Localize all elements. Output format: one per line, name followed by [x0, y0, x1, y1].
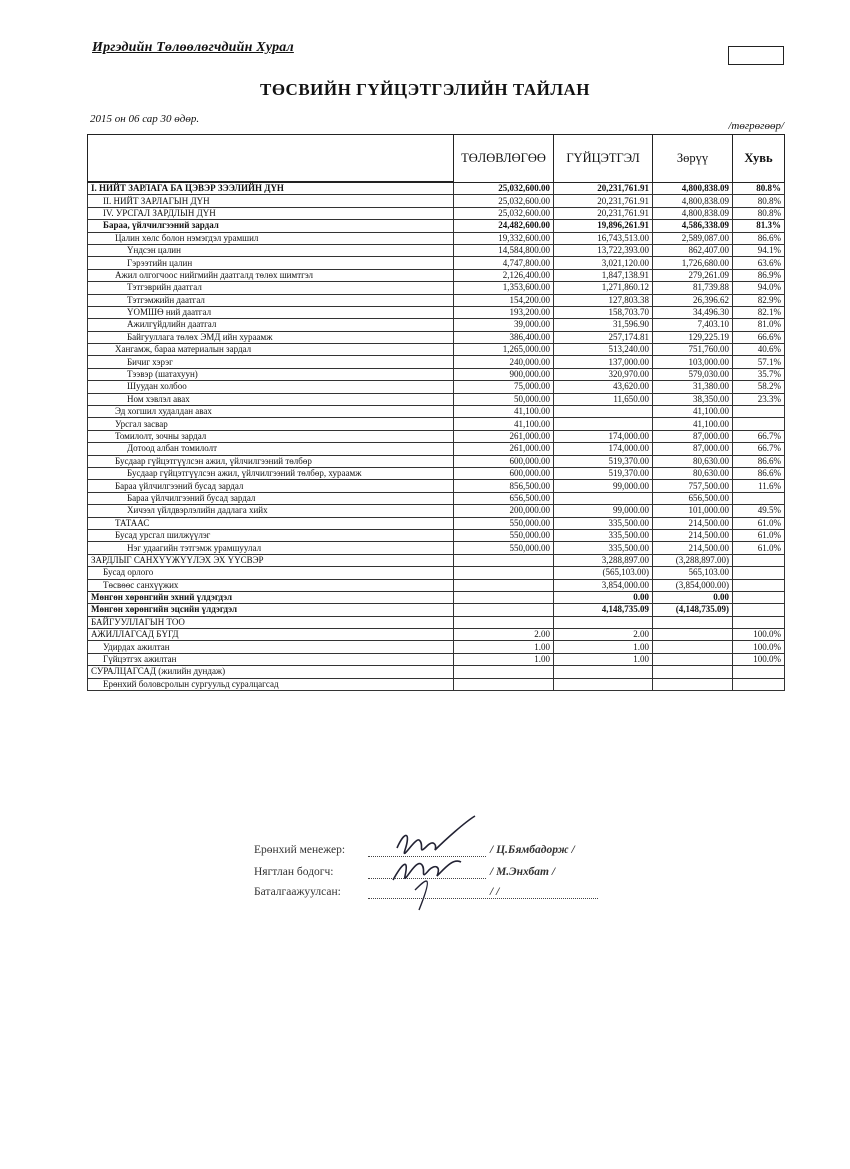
row-actual-value: 3,288,897.00 — [554, 554, 653, 566]
row-percent-value — [733, 666, 785, 678]
signature-line-manager — [254, 844, 575, 856]
row-percent-value — [733, 406, 785, 418]
row-actual-value — [554, 492, 653, 504]
row-plan-value: 1,265,000.00 — [454, 344, 554, 356]
row-difference-value: 757,500.00 — [653, 480, 733, 492]
row-actual-value: 137,000.00 — [554, 356, 653, 368]
table-row — [88, 529, 785, 541]
row-actual-value: 4,148,735.09 — [554, 604, 653, 616]
row-label: БАЙГУУЛЛАГЫН ТОО — [88, 616, 454, 628]
table-row — [88, 368, 785, 380]
table-row — [88, 579, 785, 591]
signature-line-accountant — [254, 866, 556, 878]
row-percent-value: 66.6% — [733, 331, 785, 343]
row-label: Шуудан холбоо — [88, 381, 454, 393]
row-plan-value: 19,332,600.00 — [454, 232, 554, 244]
row-label: II. НИЙТ ЗАРЛАГЫН ДҮН — [88, 195, 454, 207]
row-actual-value: 3,021,120.00 — [554, 257, 653, 269]
row-plan-value — [454, 554, 554, 566]
row-difference-value: 34,496.30 — [653, 306, 733, 318]
row-plan-value: 550,000.00 — [454, 529, 554, 541]
row-difference-value: (3,854,000.00) — [653, 579, 733, 591]
row-label: Үндсэн цалин — [88, 244, 454, 256]
row-actual-value: 43,620.00 — [554, 381, 653, 393]
row-percent-value: 66.7% — [733, 443, 785, 455]
row-difference-value: 579,030.00 — [653, 368, 733, 380]
row-percent-value — [733, 604, 785, 616]
row-label: IV. УРСГАЛ ЗАРДЛЫН ДҮН — [88, 207, 454, 219]
row-percent-value: 82.9% — [733, 294, 785, 306]
row-label: Ном хэвлэл авах — [88, 393, 454, 405]
row-percent-value — [733, 579, 785, 591]
row-actual-value: 257,174.81 — [554, 331, 653, 343]
table-row — [88, 207, 785, 219]
row-actual-value — [554, 418, 653, 430]
row-plan-value: 41,100.00 — [454, 418, 554, 430]
row-percent-value: 81.3% — [733, 220, 785, 232]
table-header-row — [88, 135, 785, 183]
row-label: Мөнгөн хөрөнгийн эхний үлдэгдэл — [88, 591, 454, 603]
row-plan-value: 25,032,600.00 — [454, 207, 554, 219]
row-plan-value: 240,000.00 — [454, 356, 554, 368]
stamp-box — [728, 46, 784, 65]
table-row — [88, 182, 785, 195]
row-difference-value: 279,261.09 — [653, 269, 733, 281]
row-percent-value — [733, 591, 785, 603]
row-plan-value: 856,500.00 — [454, 480, 554, 492]
row-actual-value — [554, 406, 653, 418]
signature-name: / / — [490, 886, 500, 898]
row-plan-value — [454, 666, 554, 678]
table-row — [88, 567, 785, 579]
header-description — [88, 135, 454, 183]
table-row — [88, 393, 785, 405]
row-plan-value: 1.00 — [454, 653, 554, 665]
row-actual-value: 2.00 — [554, 629, 653, 641]
row-plan-value: 550,000.00 — [454, 517, 554, 529]
row-actual-value: 20,231,761.91 — [554, 195, 653, 207]
table-row — [88, 232, 785, 244]
table-row — [88, 653, 785, 665]
row-difference-value — [653, 629, 733, 641]
row-difference-value — [653, 666, 733, 678]
row-difference-value: 80,630.00 — [653, 467, 733, 479]
row-percent-value — [733, 616, 785, 628]
table-row — [88, 430, 785, 442]
row-actual-value: 19,896,261.91 — [554, 220, 653, 232]
row-percent-value — [733, 554, 785, 566]
row-actual-value: 127,803.38 — [554, 294, 653, 306]
row-label: Бичиг хэрэг — [88, 356, 454, 368]
row-label: Цалин хөлс болон нэмэгдэл урамшил — [88, 232, 454, 244]
row-difference-value: 31,380.00 — [653, 381, 733, 393]
table-row — [88, 282, 785, 294]
row-percent-value: 49.5% — [733, 505, 785, 517]
row-plan-value: 1,353,600.00 — [454, 282, 554, 294]
row-percent-value: 80.8% — [733, 182, 785, 195]
row-difference-value: 4,800,838.09 — [653, 195, 733, 207]
row-actual-value — [554, 666, 653, 678]
row-difference-value: (4,148,735.09) — [653, 604, 733, 616]
row-actual-value — [554, 616, 653, 628]
row-label: Хангамж, бараа материалын зардал — [88, 344, 454, 356]
row-difference-value — [653, 653, 733, 665]
report-date: 2015 он 06 сар 30 өдөр. — [90, 113, 200, 125]
row-difference-value: 4,800,838.09 — [653, 207, 733, 219]
table-row — [88, 220, 785, 232]
row-difference-value: 656,500.00 — [653, 492, 733, 504]
row-actual-value: 13,722,393.00 — [554, 244, 653, 256]
row-plan-value: 2,126,400.00 — [454, 269, 554, 281]
signature-role: Баталгаажуулсан: — [254, 886, 341, 898]
header-percent: Хувь — [733, 135, 785, 183]
table-row — [88, 554, 785, 566]
row-label: Ерөнхий боловсролын сургуульд суралцагсад — [88, 678, 454, 690]
table-row — [88, 517, 785, 529]
row-plan-value: 550,000.00 — [454, 542, 554, 554]
row-percent-value: 35.7% — [733, 368, 785, 380]
row-difference-value: 4,586,338.09 — [653, 220, 733, 232]
row-percent-value: 94.0% — [733, 282, 785, 294]
row-percent-value: 61.0% — [733, 529, 785, 541]
row-plan-value: 386,400.00 — [454, 331, 554, 343]
row-percent-value: 80.8% — [733, 207, 785, 219]
table-row — [88, 641, 785, 653]
row-percent-value: 94.1% — [733, 244, 785, 256]
row-difference-value — [653, 641, 733, 653]
row-percent-value: 100.0% — [733, 629, 785, 641]
table-row — [88, 344, 785, 356]
row-label: Тэтгэврийн даатгал — [88, 282, 454, 294]
row-actual-value: 335,500.00 — [554, 517, 653, 529]
row-plan-value — [454, 567, 554, 579]
row-percent-value: 82.1% — [733, 306, 785, 318]
row-label: Бусад орлого — [88, 567, 454, 579]
row-actual-value: 1.00 — [554, 653, 653, 665]
row-label: Ажилгүйдлийн даатгал — [88, 319, 454, 331]
row-percent-value: 86.6% — [733, 467, 785, 479]
row-label: Нэг удаагийн тэтгэмж урамшуулал — [88, 542, 454, 554]
table-row — [88, 666, 785, 678]
row-plan-value: 4,747,800.00 — [454, 257, 554, 269]
organization-name: Иргэдийн Төлөөлөгчдийн Хурал — [92, 40, 294, 55]
row-percent-value: 58.2% — [733, 381, 785, 393]
header-plan: ТӨЛӨВЛӨГӨӨ — [454, 135, 554, 183]
row-actual-value: 335,500.00 — [554, 542, 653, 554]
row-actual-value: 31,596.90 — [554, 319, 653, 331]
table-row — [88, 319, 785, 331]
row-actual-value: (565,103.00) — [554, 567, 653, 579]
row-difference-value: 101,000.00 — [653, 505, 733, 517]
row-plan-value: 24,482,600.00 — [454, 220, 554, 232]
row-difference-value: 80,630.00 — [653, 455, 733, 467]
table-row — [88, 418, 785, 430]
row-label: I. НИЙТ ЗАРЛАГА БА ЦЭВЭР ЗЭЭЛИЙН ДҮН — [88, 182, 454, 195]
row-label: Тээвэр (шатахуун) — [88, 368, 454, 380]
row-label: Бараа, үйлчилгээний зардал — [88, 220, 454, 232]
row-percent-value: 80.8% — [733, 195, 785, 207]
row-actual-value: 513,240.00 — [554, 344, 653, 356]
row-plan-value: 900,000.00 — [454, 368, 554, 380]
row-actual-value: 20,231,761.91 — [554, 182, 653, 195]
row-plan-value — [454, 678, 554, 690]
row-percent-value: 61.0% — [733, 542, 785, 554]
table-row — [88, 480, 785, 492]
row-plan-value: 600,000.00 — [454, 467, 554, 479]
row-plan-value: 2.00 — [454, 629, 554, 641]
row-label: Тэтгэмжийн даатгал — [88, 294, 454, 306]
currency-unit: /төгрөгөөр/ — [728, 120, 784, 132]
table-row — [88, 269, 785, 281]
table-row — [88, 244, 785, 256]
row-percent-value: 57.1% — [733, 356, 785, 368]
table-row — [88, 542, 785, 554]
row-difference-value: 565,103.00 — [653, 567, 733, 579]
row-label: Томилолт, зочны зардал — [88, 430, 454, 442]
row-difference-value — [653, 616, 733, 628]
row-percent-value: 66.7% — [733, 430, 785, 442]
row-plan-value: 200,000.00 — [454, 505, 554, 517]
row-difference-value: (3,288,897.00) — [653, 554, 733, 566]
signature-role: Ерөнхий менежер: — [254, 844, 346, 856]
row-difference-value: 214,500.00 — [653, 542, 733, 554]
row-plan-value: 600,000.00 — [454, 455, 554, 467]
table-row — [88, 331, 785, 343]
row-percent-value: 86.6% — [733, 232, 785, 244]
row-percent-value — [733, 492, 785, 504]
row-percent-value: 86.6% — [733, 455, 785, 467]
row-actual-value: 158,703.70 — [554, 306, 653, 318]
row-label: Бараа үйлчилгээний бусад зардал — [88, 480, 454, 492]
row-plan-value: 261,000.00 — [454, 430, 554, 442]
row-plan-value: 25,032,600.00 — [454, 182, 554, 195]
signature-line-verified — [254, 886, 500, 898]
row-percent-value: 11.6% — [733, 480, 785, 492]
row-plan-value: 41,100.00 — [454, 406, 554, 418]
row-plan-value: 50,000.00 — [454, 393, 554, 405]
row-percent-value: 23.3% — [733, 393, 785, 405]
row-label: Удирдах ажилтан — [88, 641, 454, 653]
table-row — [88, 492, 785, 504]
row-difference-value: 7,403.10 — [653, 319, 733, 331]
row-difference-value: 862,407.00 — [653, 244, 733, 256]
row-label: Ажил олгогчоос нийгмийн даатгалд төлөх шимтгэл — [88, 269, 454, 281]
row-label: Хичээл үйлдвэрлэлийн дадлага хийх — [88, 505, 454, 517]
row-difference-value — [653, 678, 733, 690]
row-actual-value: 335,500.00 — [554, 529, 653, 541]
row-actual-value — [554, 678, 653, 690]
row-actual-value: 11,650.00 — [554, 393, 653, 405]
table-row — [88, 591, 785, 603]
row-plan-value: 154,200.00 — [454, 294, 554, 306]
row-plan-value: 261,000.00 — [454, 443, 554, 455]
row-difference-value: 41,100.00 — [653, 406, 733, 418]
signature-name: / М.Энхбат / — [490, 866, 556, 878]
row-actual-value: 99,000.00 — [554, 480, 653, 492]
row-label: СУРАЛЦАГСАД (жилийн дундаж) — [88, 666, 454, 678]
row-percent-value: 100.0% — [733, 641, 785, 653]
row-plan-value: 39,000.00 — [454, 319, 554, 331]
row-plan-value — [454, 579, 554, 591]
row-actual-value: 1,271,860.12 — [554, 282, 653, 294]
row-difference-value: 1,726,680.00 — [653, 257, 733, 269]
row-label: Байгууллага төлөх ЭМД ийн хураамж — [88, 331, 454, 343]
row-difference-value: 2,589,087.00 — [653, 232, 733, 244]
table-row — [88, 356, 785, 368]
row-difference-value: 103,000.00 — [653, 356, 733, 368]
row-plan-value: 14,584,800.00 — [454, 244, 554, 256]
row-difference-value: 87,000.00 — [653, 430, 733, 442]
row-label: ТАТААС — [88, 517, 454, 529]
row-difference-value: 214,500.00 — [653, 529, 733, 541]
row-difference-value: 26,396.62 — [653, 294, 733, 306]
row-difference-value: 41,100.00 — [653, 418, 733, 430]
row-label: АЖИЛЛАГСАД БҮГД — [88, 629, 454, 641]
row-actual-value: 3,854,000.00 — [554, 579, 653, 591]
row-label: Бусад урсгал шилжүүлэг — [88, 529, 454, 541]
table-row — [88, 678, 785, 690]
row-label: Бусдаар гүйцэтгүүлсэн ажил, үйлчилгээний төлбөр — [88, 455, 454, 467]
table-row — [88, 616, 785, 628]
row-label: Бусдаар гүйцэтгүүлсэн ажил, үйлчилгээний төлбөр, хураамж — [88, 467, 454, 479]
row-difference-value: 4,800,838.09 — [653, 182, 733, 195]
budget-table — [87, 134, 785, 691]
table-row — [88, 629, 785, 641]
row-difference-value: 0.00 — [653, 591, 733, 603]
row-plan-value — [454, 591, 554, 603]
handwritten-signature-icon — [375, 810, 515, 920]
row-percent-value — [733, 678, 785, 690]
row-label: Дотоод албан томилолт — [88, 443, 454, 455]
table-row — [88, 455, 785, 467]
report-title: ТӨСВИЙН ГҮЙЦЭТГЭЛИЙН ТАЙЛАН — [259, 80, 591, 99]
row-percent-value — [733, 418, 785, 430]
row-label: Гэрээтийн цалин — [88, 257, 454, 269]
table-row — [88, 443, 785, 455]
signature-role: Нягтлан бодогч: — [254, 866, 334, 878]
row-plan-value — [454, 604, 554, 616]
row-actual-value: 174,000.00 — [554, 443, 653, 455]
row-label: ҮОМШӨ ний даатгал — [88, 306, 454, 318]
row-actual-value: 99,000.00 — [554, 505, 653, 517]
row-difference-value: 751,760.00 — [653, 344, 733, 356]
row-actual-value: 174,000.00 — [554, 430, 653, 442]
row-percent-value: 81.0% — [733, 319, 785, 331]
table-row — [88, 467, 785, 479]
row-label: ЗАРДЛЫГ САНХҮҮЖҮҮЛЭХ ЭХ ҮҮСВЭР — [88, 554, 454, 566]
table-row — [88, 604, 785, 616]
row-actual-value: 1,847,138.91 — [554, 269, 653, 281]
row-plan-value: 75,000.00 — [454, 381, 554, 393]
row-percent-value — [733, 567, 785, 579]
row-plan-value: 193,200.00 — [454, 306, 554, 318]
table-row — [88, 306, 785, 318]
row-percent-value: 61.0% — [733, 517, 785, 529]
row-difference-value: 81,739.88 — [653, 282, 733, 294]
row-actual-value: 20,231,761.91 — [554, 207, 653, 219]
row-label: Эд хогшил худалдан авах — [88, 406, 454, 418]
table-row — [88, 381, 785, 393]
table-row — [88, 257, 785, 269]
row-difference-value: 129,225.19 — [653, 331, 733, 343]
row-label: Гүйцэтгэх ажилтан — [88, 653, 454, 665]
table-row — [88, 294, 785, 306]
table-row — [88, 195, 785, 207]
table-row — [88, 406, 785, 418]
table-row — [88, 505, 785, 517]
row-actual-value: 320,970.00 — [554, 368, 653, 380]
row-label: Төсвөөс санхүүжих — [88, 579, 454, 591]
row-percent-value: 40.6% — [733, 344, 785, 356]
row-actual-value: 1.00 — [554, 641, 653, 653]
row-actual-value: 16,743,513.00 — [554, 232, 653, 244]
row-label: Урсгал засвар — [88, 418, 454, 430]
row-actual-value: 0.00 — [554, 591, 653, 603]
row-percent-value: 86.9% — [733, 269, 785, 281]
row-plan-value: 25,032,600.00 — [454, 195, 554, 207]
row-plan-value: 656,500.00 — [454, 492, 554, 504]
row-percent-value: 63.6% — [733, 257, 785, 269]
signature-name: / Ц.Бямбадорж / — [490, 844, 575, 856]
header-difference: Зөрүү — [653, 135, 733, 183]
row-plan-value: 1.00 — [454, 641, 554, 653]
row-difference-value: 214,500.00 — [653, 517, 733, 529]
row-difference-value: 87,000.00 — [653, 443, 733, 455]
row-label: Бараа үйлчилгээний бусад зардал — [88, 492, 454, 504]
row-label: Мөнгөн хөрөнгийн эцсийн үлдэгдэл — [88, 604, 454, 616]
row-percent-value: 100.0% — [733, 653, 785, 665]
table-body — [88, 182, 785, 691]
row-plan-value — [454, 616, 554, 628]
row-difference-value: 38,350.00 — [653, 393, 733, 405]
header-actual: ГҮЙЦЭТГЭЛ — [554, 135, 653, 183]
row-actual-value: 519,370.00 — [554, 467, 653, 479]
row-actual-value: 519,370.00 — [554, 455, 653, 467]
